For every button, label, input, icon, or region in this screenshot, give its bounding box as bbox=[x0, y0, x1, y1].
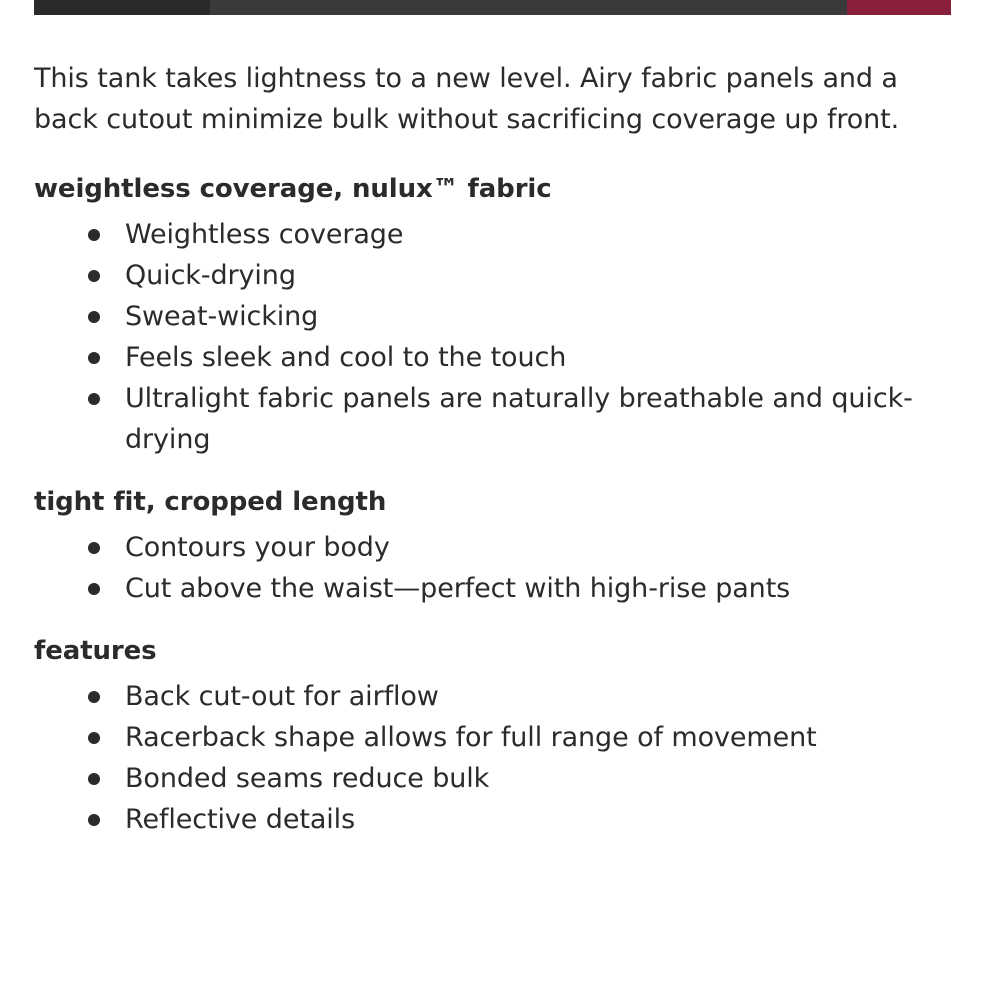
list-item bbox=[125, 799, 954, 840]
list-item-text: Quick-drying bbox=[125, 260, 296, 291]
bullet-icon bbox=[88, 311, 100, 323]
feature-list-fit bbox=[34, 527, 954, 609]
section-heading-fit: tight fit, cropped length bbox=[34, 487, 387, 517]
bullet-icon bbox=[88, 352, 100, 364]
bullet-icon bbox=[88, 691, 100, 703]
list-item bbox=[125, 717, 954, 758]
list-item bbox=[125, 758, 954, 799]
list-item-text: Sweat-wicking bbox=[125, 301, 319, 332]
list-item-text: Ultralight fabric panels are naturally breathable and quick-drying bbox=[125, 383, 913, 455]
list-item-text: Cut above the waist—perfect with high-rise pants bbox=[125, 573, 791, 604]
bullet-icon bbox=[88, 229, 100, 241]
intro-text: This tank takes lightness to a new level. Airy fabric panels and a back cutout minimize bulk without sacrificing coverage up front. bbox=[34, 63, 900, 135]
product-description bbox=[34, 58, 954, 840]
list-item bbox=[125, 214, 954, 255]
list-item-text: Racerback shape allows for full range of movement bbox=[125, 722, 817, 753]
bar-segment-dark bbox=[34, 0, 210, 15]
bullet-icon bbox=[88, 583, 100, 595]
bar-segment-charcoal bbox=[210, 0, 847, 15]
bullet-icon bbox=[88, 814, 100, 826]
list-item bbox=[125, 255, 954, 296]
list-item bbox=[125, 527, 954, 568]
bar-segment-accent bbox=[847, 0, 951, 15]
list-item bbox=[125, 676, 954, 717]
section-heading-coverage: weightless coverage, nulux™ fabric bbox=[34, 174, 552, 204]
list-item-text: Bonded seams reduce bulk bbox=[125, 763, 490, 794]
bullet-icon bbox=[88, 542, 100, 554]
bullet-icon bbox=[88, 732, 100, 744]
list-item-text: Weightless coverage bbox=[125, 219, 404, 250]
list-item-text: Back cut-out for airflow bbox=[125, 681, 439, 712]
top-color-bar bbox=[34, 0, 951, 15]
list-item-text: Reflective details bbox=[125, 804, 356, 835]
list-item-text: Contours your body bbox=[125, 532, 390, 563]
list-item bbox=[125, 568, 954, 609]
list-item bbox=[125, 378, 954, 460]
feature-list-features bbox=[34, 676, 954, 840]
bullet-icon bbox=[88, 773, 100, 785]
section-heading-features: features bbox=[34, 636, 157, 666]
list-item bbox=[125, 296, 954, 337]
list-item bbox=[125, 337, 954, 378]
bullet-icon bbox=[88, 393, 100, 405]
bullet-icon bbox=[88, 270, 100, 282]
list-item-text: Feels sleek and cool to the touch bbox=[125, 342, 567, 373]
feature-list-coverage bbox=[34, 214, 954, 460]
